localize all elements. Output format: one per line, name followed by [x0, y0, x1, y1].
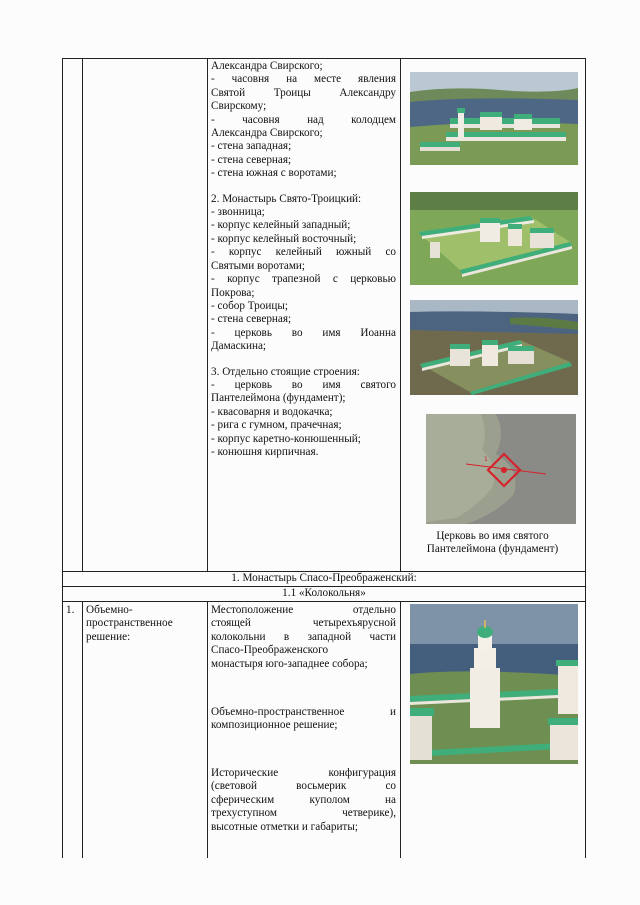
word: на	[385, 793, 396, 806]
word: с	[332, 273, 338, 286]
word: со	[385, 780, 396, 793]
text-line: - стена западная;	[211, 140, 292, 153]
word: церковью	[350, 273, 396, 286]
word: келейный	[275, 246, 322, 259]
word: стоящей	[211, 617, 251, 630]
text-line	[211, 631, 396, 644]
text-line: 3. Отдельно стоящие строения:	[211, 365, 360, 378]
text-line: - стена северная;	[211, 313, 292, 326]
text-line	[211, 379, 396, 392]
word: трапезной	[272, 273, 321, 286]
text-line: Дамаскина;	[211, 340, 267, 353]
word: -	[211, 378, 215, 391]
text-line: композиционное решение;	[211, 719, 338, 732]
monastery-object-list	[211, 60, 396, 459]
col-line-desc-2	[400, 601, 401, 858]
row-number: 1.	[66, 604, 75, 616]
photo-aerial-monastery-lake-2	[410, 300, 578, 395]
word: на	[286, 73, 298, 86]
row-line-3	[62, 601, 586, 602]
col-line-name	[207, 58, 208, 571]
word: и	[390, 706, 396, 718]
row-name-line1: Объемно-	[86, 604, 133, 616]
word: святого	[360, 378, 396, 391]
word: сферическим	[211, 793, 275, 806]
word: южный	[335, 246, 372, 259]
word: Объемно-пространственное	[211, 706, 345, 718]
row-name	[86, 604, 204, 644]
word: Иоанна	[360, 326, 396, 339]
col-line-name-2	[207, 601, 208, 858]
word: часовня	[231, 73, 270, 86]
row-name-line2: пространственное	[86, 617, 173, 630]
word: трехуступном	[211, 807, 277, 820]
map-caption-line2: Пантелеймона (фундамент)	[426, 543, 559, 556]
word: церковь	[234, 326, 272, 339]
word: -	[211, 326, 215, 339]
word: куполом	[309, 793, 350, 806]
word: восьмерик	[296, 780, 347, 793]
text-line: - квасоварня и водокачка;	[211, 405, 333, 418]
text-line: монастыря юго-западнее собора;	[211, 657, 368, 670]
subsection-header: 1.1 «Колокольня»	[282, 587, 366, 599]
text-line	[211, 604, 396, 617]
text-line	[211, 181, 396, 193]
text-line: Пантелеймона (фундамент);	[211, 392, 346, 405]
text-line	[211, 617, 396, 630]
photo-aerial-monastery-lake	[410, 72, 578, 165]
row-desc-p1	[211, 604, 396, 671]
text-line: - собор Троицы;	[211, 299, 288, 312]
text-line	[211, 273, 396, 286]
word: в	[283, 630, 290, 643]
word: Исторические	[211, 767, 279, 779]
text-line: - стена южная с воротами;	[211, 167, 337, 180]
text-line: 2. Монастырь Свято-Троицкий:	[211, 192, 362, 205]
text-line: Спасо-Преображенского	[211, 644, 329, 657]
text-line	[211, 246, 396, 259]
word: -	[211, 246, 215, 259]
word: -	[211, 273, 215, 286]
word: четырехъярусной	[312, 617, 396, 630]
word: -	[211, 113, 215, 126]
text-line: - рига с гумном, прачечная;	[211, 419, 342, 432]
word: над	[307, 113, 324, 126]
word: корпус	[228, 246, 262, 259]
text-line: - корпус каретно-конюшенный;	[211, 432, 361, 445]
word: (световой	[211, 780, 257, 793]
word: колокольни	[211, 630, 266, 643]
row-desc-p3	[211, 767, 396, 834]
text-line	[211, 87, 396, 100]
text-line	[211, 780, 396, 793]
word: конфигурация	[328, 767, 396, 779]
word: части	[369, 630, 396, 643]
text-line: Свирскому;	[211, 100, 267, 113]
text-line: - стена северная;	[211, 153, 292, 166]
word: церковь	[234, 378, 272, 391]
col-line-desc	[400, 58, 401, 571]
text-line: Александра Свирского;	[211, 60, 323, 72]
text-line: - корпус келейный западный;	[211, 219, 351, 232]
word: во	[291, 326, 303, 339]
word: колодцем	[351, 113, 396, 126]
map-caption-line1: Церковь во имя святого	[436, 530, 549, 542]
col-line-num-2	[82, 601, 83, 858]
text-line	[211, 706, 396, 719]
col-line-left	[62, 58, 63, 858]
word: имя	[322, 326, 341, 339]
text-line: - звонница;	[211, 206, 265, 219]
word: явления	[358, 73, 396, 86]
text-line: - корпус келейный восточный;	[211, 232, 357, 245]
text-line	[211, 73, 396, 86]
text-line	[211, 114, 396, 127]
word: корпус	[227, 273, 260, 286]
word: Святой	[211, 86, 246, 99]
text-line	[211, 807, 396, 820]
map-panteleimon-church	[426, 414, 576, 524]
word: месте	[313, 73, 342, 86]
word: Местоположение	[211, 604, 294, 616]
text-line	[211, 354, 396, 366]
word: со	[385, 246, 396, 259]
row-name-line3: решение:	[86, 630, 131, 643]
text-line	[211, 767, 396, 780]
col-line-right	[585, 58, 586, 858]
table-top-border	[62, 58, 586, 59]
photo-aerial-trinity-monastery	[410, 192, 578, 285]
word: часовня	[242, 113, 280, 126]
photo-bell-tower	[410, 604, 578, 764]
text-line: Покрова;	[211, 286, 255, 299]
word: Александру	[339, 86, 396, 99]
word: имя	[322, 378, 341, 391]
text-line	[211, 794, 396, 807]
word: отдельно	[352, 604, 396, 616]
col-line-num	[82, 58, 83, 571]
text-line: - конюшня кирпичная.	[211, 445, 319, 458]
word: во	[291, 378, 303, 391]
section-header: 1. Монастырь Спасо-Преображенский:	[231, 572, 417, 584]
word: четверике),	[342, 807, 396, 820]
map-caption	[404, 530, 581, 557]
word: Троицы	[273, 86, 311, 99]
text-line	[211, 327, 396, 340]
text-line: Святыми воротами;	[211, 259, 306, 272]
svg-text:1: 1	[484, 456, 488, 463]
row-desc-p2	[211, 706, 396, 733]
text-line: Александра Свирского;	[211, 127, 323, 140]
word: западной	[307, 630, 352, 643]
word: -	[211, 73, 215, 86]
text-line: высотные отметки и габариты;	[211, 820, 358, 833]
